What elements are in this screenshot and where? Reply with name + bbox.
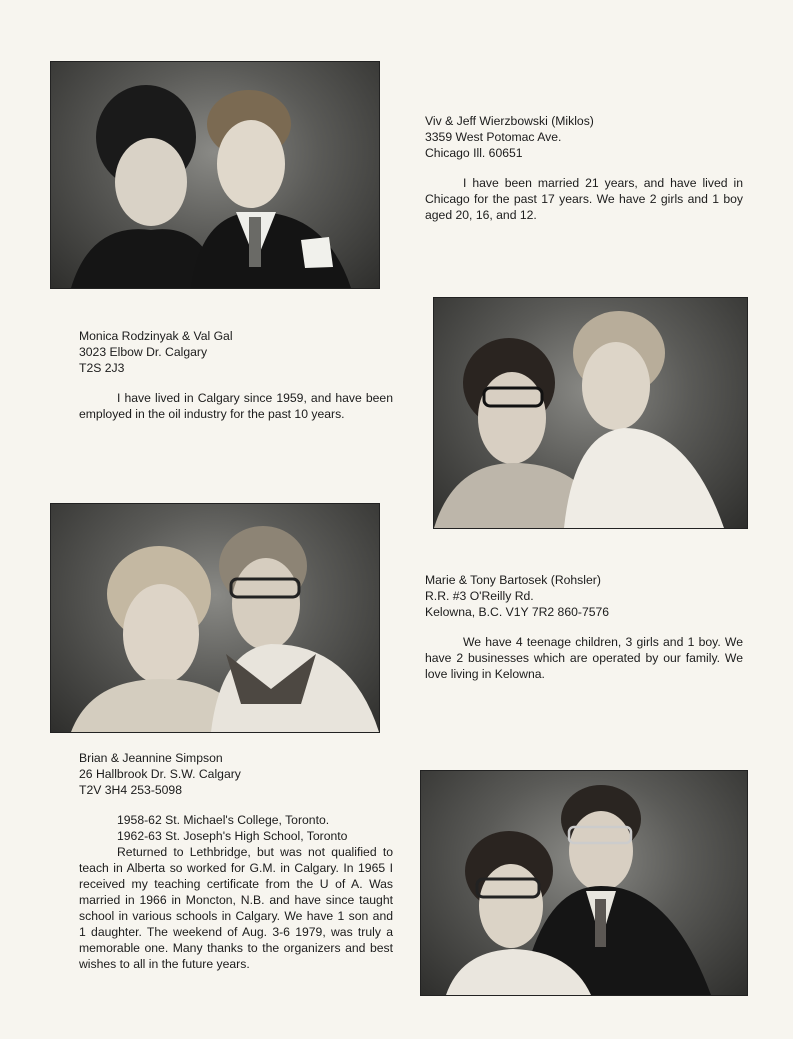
entry-address-line-1: 3023 Elbow Dr. Calgary [79, 345, 208, 359]
entry-address-line-2: T2S 2J3 [79, 361, 125, 375]
entry-paragraph: I have been married 21 years, and have lived in Chicago for the past 17 years. We have 2 girls and 1 boy aged 20, 16, and 12. [425, 176, 743, 222]
entry-wierzbowski [425, 113, 743, 223]
photo-wierzbowski [50, 61, 380, 289]
photo-rodzinyak-gal [433, 297, 748, 529]
couple-portrait-image [421, 771, 747, 995]
entry-names: Viv & Jeff Wierzbowski (Miklos) [425, 114, 594, 128]
photo-bartosek [50, 503, 380, 733]
entry-names: Monica Rodzinyak & Val Gal [79, 329, 233, 343]
entry-bartosek [425, 572, 743, 682]
entry-address-line-1: 26 Hallbrook Dr. S.W. Calgary [79, 767, 241, 781]
entry-names: Brian & Jeannine Simpson [79, 751, 223, 765]
entry-rodzinyak-gal [79, 328, 393, 422]
entry-address-line-2: Chicago Ill. 60651 [425, 146, 523, 160]
entry-paragraph: I have lived in Calgary since 1959, and have been employed in the oil industry for the past 10 years. [79, 391, 393, 421]
entry-address-line-1: 3359 West Potomac Ave. [425, 130, 562, 144]
couple-portrait-image [434, 298, 747, 528]
entry-education-line-2: 1962-63 St. Joseph's High School, Toronto [117, 829, 348, 843]
entry-address-line-2: Kelowna, B.C. V1Y 7R2 860-7576 [425, 605, 610, 619]
entry-paragraph: Returned to Lethbridge, but was not qualified to teach in Alberta so worked for G.M. in Calgary. In 1965 I received my teaching certificate from the U of A. Was married in 1966 in Moncton, N.B. and have since taught school in various schools in Calgary. We have 1 son and 1 daughter. The weekend of Aug. 3-6 1979, was truly a memorable one. Many thanks to the organizers and best wishes to all in the future years. [79, 845, 393, 971]
entry-address-line-2: T2V 3H4 253-5098 [79, 783, 182, 797]
entry-education-line-1: 1958-62 St. Michael's College, Toronto. [117, 813, 330, 827]
entry-paragraph: We have 4 teenage children, 3 girls and 1 boy. We have 2 businesses which are operated by our family. We love living in Kelowna. [425, 635, 743, 681]
couple-portrait-image [51, 62, 379, 288]
entry-address-line-1: R.R. #3 O'Reilly Rd. [425, 589, 534, 603]
entry-simpson [79, 750, 393, 972]
entry-names: Marie & Tony Bartosek (Rohsler) [425, 573, 601, 587]
couple-portrait-image [51, 504, 379, 732]
photo-simpson [420, 770, 748, 996]
